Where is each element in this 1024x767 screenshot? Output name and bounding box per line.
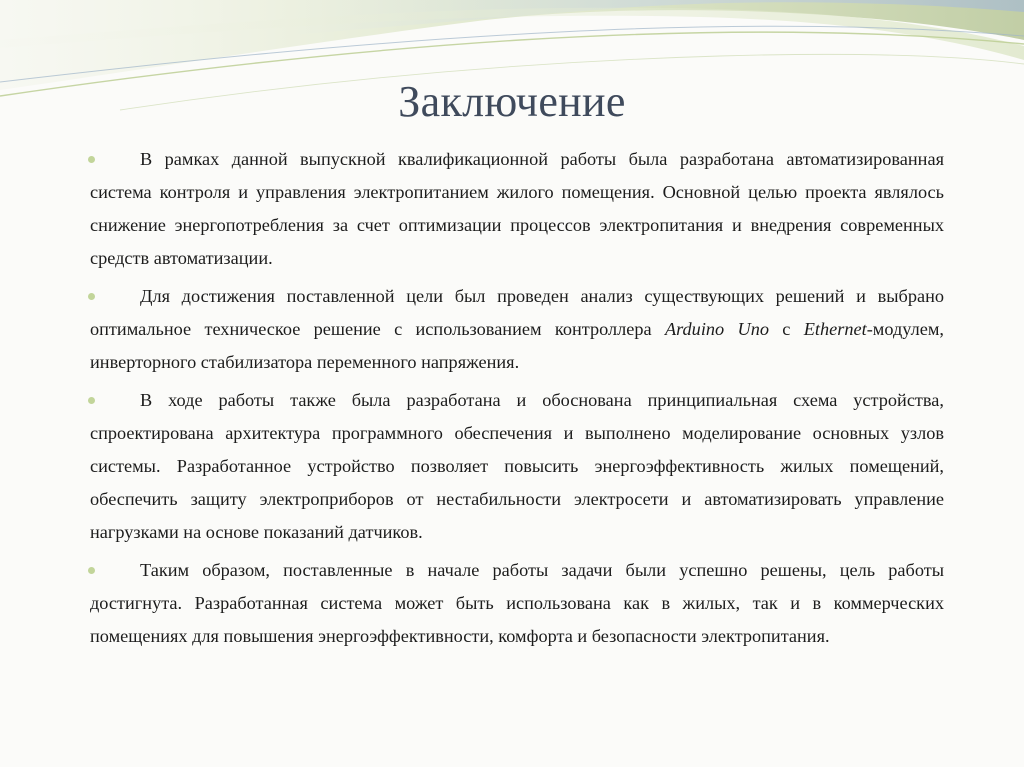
paragraph-1-text: В рамках данной выпускной квалификационной работы была разработана автоматизированная система контроля и управления электропитанием жилого помещения. Основной целью проекта являлось снижение энергопотребления за счет оптимизации процессов электропитания и внедрения современных средств автоматизации. [90,149,944,268]
slide-title: Заключение [398,77,626,126]
paragraph-2-term-arduino: Arduino Uno [664,319,769,339]
paragraph-3-text: В ходе работы также была разработана и обоснована принципиальная схема устройства, спроектирована архитектура программного обеспечения и выполнено моделирование основных узлов системы. Разработанное устройство позволяет повысить энергоэффективность жилых помещений, обеспечить защиту электроприборов от нестабильности электросети и автоматизировать управление нагрузками на основе показаний датчиков. [90,390,944,542]
bullet-dot-icon [88,156,95,163]
paragraph-2-text-part-1: Для достижения поставленной цели был проведен анализ существующих решений и выбрано оптимальное техническое решение с использованием контроллера [90,286,944,339]
paragraph-2-text-part-2: с [768,319,804,339]
paragraph-2 [90,280,944,379]
paragraph-1 [90,143,944,275]
paragraph-2-term-ethernet: Ethernet [803,319,867,339]
bullet-dot-icon [88,293,95,300]
content-body [90,143,944,658]
paragraph-3 [90,384,944,549]
bullet-dot-icon [88,567,95,574]
bullet-dot-icon [88,397,95,404]
paragraph-2-text-part-3: -модулем, инверторного стабилизатора переменного напряжения. [90,319,944,372]
paragraph-4-text: Таким образом, поставленные в начале работы задачи были успешно решены, цель работы достигнута. Разработанная система может быть использована как в жилых, так и в коммерческих помещениях для повышения энергоэффективности, комфорта и безопасности электропитания. [90,560,944,646]
paragraph-4 [90,554,944,653]
